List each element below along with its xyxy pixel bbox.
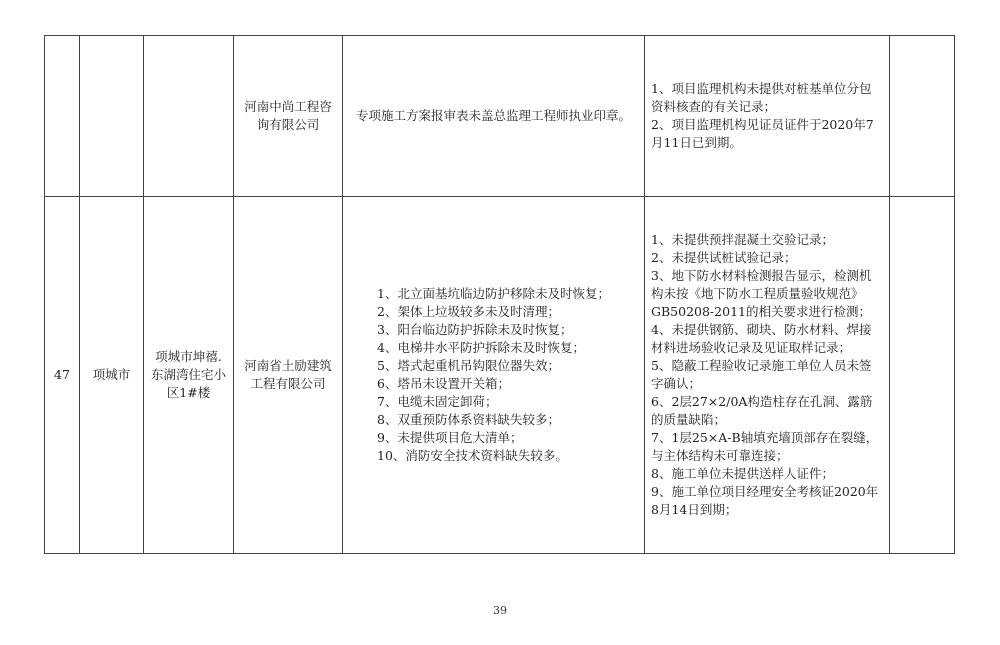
table-row (45, 197, 955, 554)
inspection-table (44, 35, 955, 554)
issue-item: 5、塔式起重机吊钩限位器失效； (377, 358, 560, 373)
issue-item: 6、塔吊未设置开关箱； (377, 376, 510, 391)
issue-item: 10、消防安全技术资料缺失较多。 (377, 448, 568, 463)
record-item: 1、未提供预拌混凝土交验记录； (651, 232, 834, 247)
record-item: 2、项目监理机构见证员证件于2020年7月11日已到期。 (651, 117, 874, 150)
issues-cell (343, 197, 645, 554)
issue-item: 2、架体上垃圾较多未及时清理； (377, 304, 560, 319)
record-item: 4、未提供钢筋、砌块、防水材料、焊接材料进场验收记录及见证取样记录； (651, 322, 872, 355)
issue-item: 7、电缆未固定卸荷； (377, 394, 498, 409)
record-item: 9、施工单位项目经理安全考核证2020年8月14日到期； (651, 484, 879, 517)
record-item: 2、未提供试桩试验记录； (651, 250, 797, 265)
city-cell: 项城市 (80, 197, 144, 554)
issue-item: 1、北立面基坑临边防护移除未及时恢复； (377, 286, 610, 301)
page-number: 39 (493, 604, 507, 617)
table-row (45, 36, 955, 197)
row-number: 47 (45, 197, 80, 554)
record-item: 8、施工单位未提供送样人证件； (651, 466, 834, 481)
note-cell (890, 36, 955, 197)
issue-item: 8、双重预防体系资料缺失较多； (377, 412, 560, 427)
issues-list (377, 285, 610, 465)
city-cell (80, 36, 144, 197)
records-cell (645, 197, 890, 554)
record-item: 7、1层25×A-B轴填充墙顶部存在裂缝，与主体结构未可靠连接； (651, 430, 879, 463)
project-cell: 项城市坤禧.东湖湾住宅小区1#楼 (144, 197, 234, 554)
record-item: 3、地下防水材料检测报告显示，检测机构未按《地下防水工程质量验收规范》GB50208-2011的相关要求进行检测； (651, 268, 872, 319)
issues-cell (343, 36, 645, 197)
issue-item: 9、未提供项目危大清单； (377, 430, 523, 445)
company-cell: 河南省土励建筑工程有限公司 (234, 197, 343, 554)
records-cell (645, 36, 890, 197)
issue-item: 3、阳台临边防护拆除未及时恢复； (377, 322, 573, 337)
company-cell: 河南中尚工程咨询有限公司 (234, 36, 343, 197)
record-item: 6、2层27×2/0A构造柱存在孔洞、露筋的质量缺陷； (651, 394, 873, 427)
record-item: 5、隐蔽工程验收记录施工单位人员未签字确认； (651, 358, 872, 391)
record-item: 1、项目监理机构未提供对桩基单位分包资料核查的有关记录； (651, 81, 872, 114)
issue-item: 专项施工方案报审表未盖总监理工程师执业印章。 (355, 108, 631, 123)
row-number (45, 36, 80, 197)
issue-item: 4、电梯井水平防护拆除未及时恢复； (377, 340, 585, 355)
project-cell (144, 36, 234, 197)
note-cell (890, 197, 955, 554)
